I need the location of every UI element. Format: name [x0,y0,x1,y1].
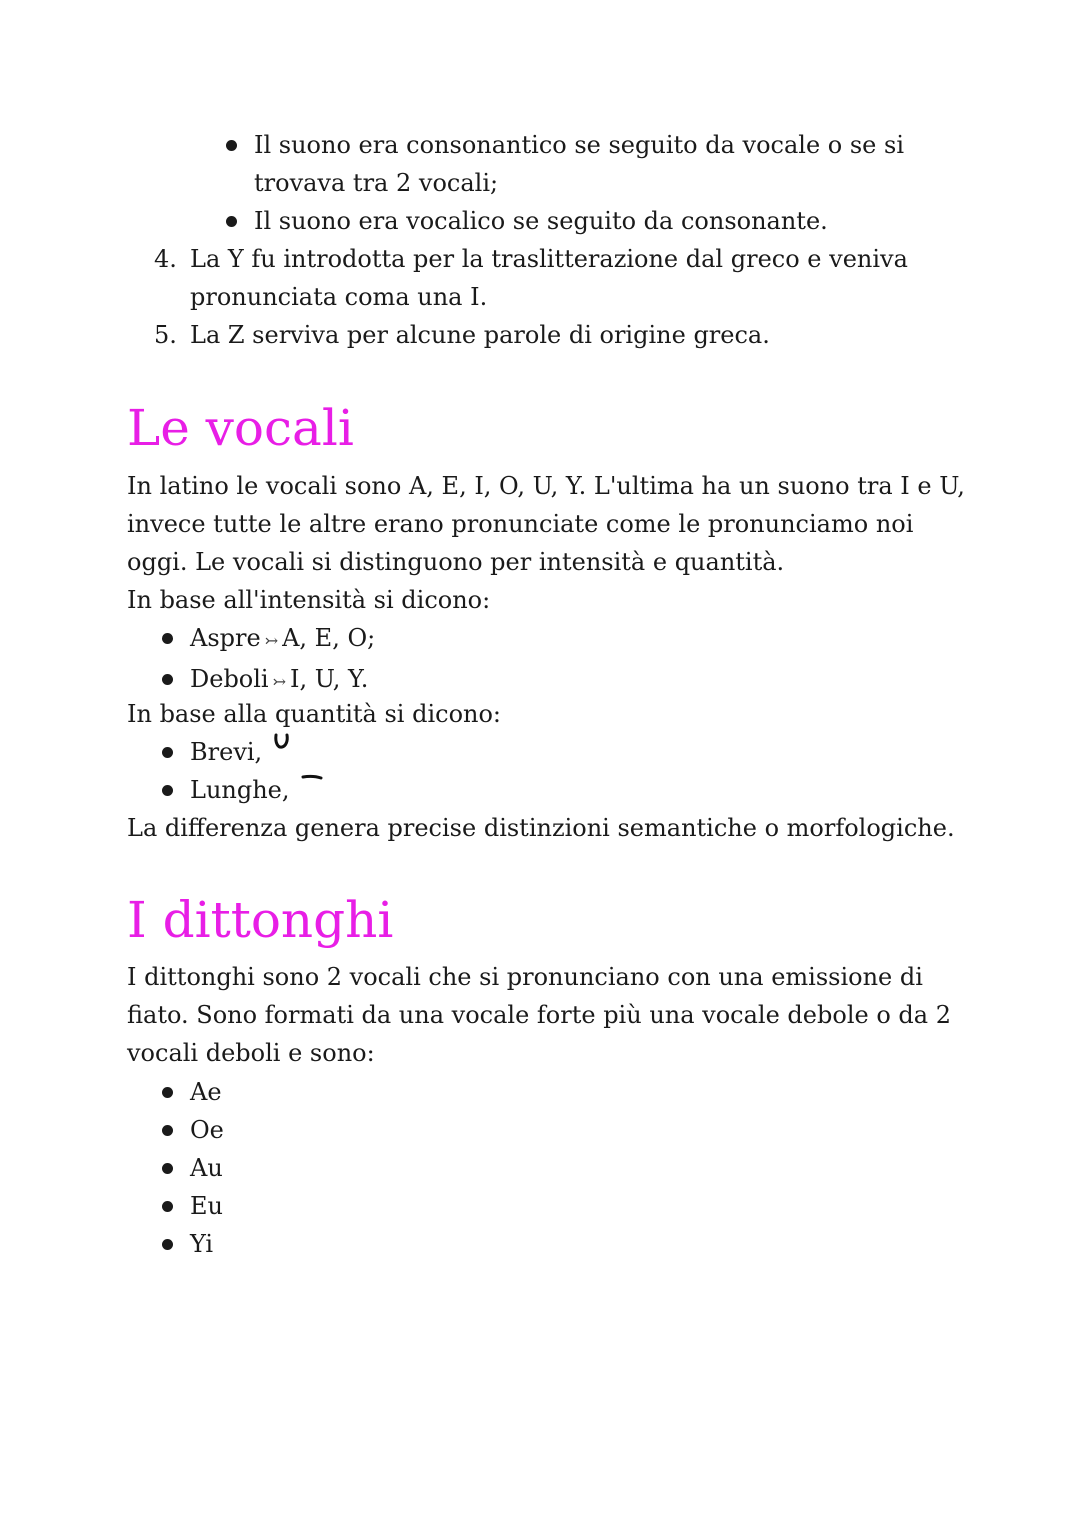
list-item: Eu [154,1187,854,1225]
list-item [154,316,974,354]
macron-mark-icon [299,771,325,789]
quantity-list [154,733,854,809]
bullet-icon [162,1087,173,1098]
list-item [154,240,974,316]
bullet-icon [226,140,237,151]
item-number: 4. [154,245,177,273]
bullet-icon [162,785,173,796]
list-item: Il suono era consonantico se seguito da vocale o se si trovava tra 2 vocali; [218,126,958,202]
list-item: Oe [154,1111,854,1149]
section-heading-vocali: Le vocali [127,399,354,457]
item-text: La Y fu introdotta per la traslitterazione dal greco e veniva pronunciata coma una I. [190,245,908,311]
intensity-label: In base all'intensità si dicono: [127,586,491,614]
arrow-icon: ↣ [272,672,287,691]
section-heading-dittonghi: I dittonghi [127,891,394,949]
bullet-icon [162,1201,173,1212]
intensity-list [154,619,854,701]
bullet-icon [162,1163,173,1174]
breve-mark-icon [272,733,292,755]
bullet-icon [162,633,173,644]
list-item: Ae [154,1073,854,1111]
quantity-label: In base alla quantità si dicono: [127,700,502,728]
dittonghi-list [154,1073,854,1263]
list-item: Brevi, [154,733,854,771]
list-item: Yi [154,1225,854,1263]
list-item: Au [154,1149,854,1187]
arrow-icon: ↣ [264,631,279,650]
bullet-icon [162,1125,173,1136]
list-item: Lunghe, [154,771,854,809]
dittonghi-intro: I dittonghi sono 2 vocali che si pronunciano con una emissione di fiato. Sono formati da una vocale forte più una vocale debole o da 2 vocali deboli e sono: [127,963,951,1067]
bullet-icon [162,747,173,758]
vocali-intro: In latino le vocali sono A, E, I, O, U, Y. L'ultima ha un suono tra I e U, invece tutte le altre erano pronunciate come le pronunciamo noi oggi. Le vocali si distinguono per intensità e quantità. [127,472,965,576]
list-item: Il suono era vocalico se seguito da consonante. [218,202,958,240]
bullet-icon [162,1239,173,1250]
list-item: Aspre ↣ A, E, O; [154,619,854,660]
vocali-conclusion: La differenza genera precise distinzioni semantiche o morfologiche. [127,814,955,842]
bullet-icon [226,216,237,227]
bullet-icon [162,674,173,685]
list-item: Deboli ↣ I, U, Y. [154,660,854,701]
sub-bullet-list [218,126,958,240]
item-text: La Z serviva per alcune parole di origine greca. [190,321,770,349]
numbered-list [154,240,974,354]
item-number: 5. [154,321,177,349]
